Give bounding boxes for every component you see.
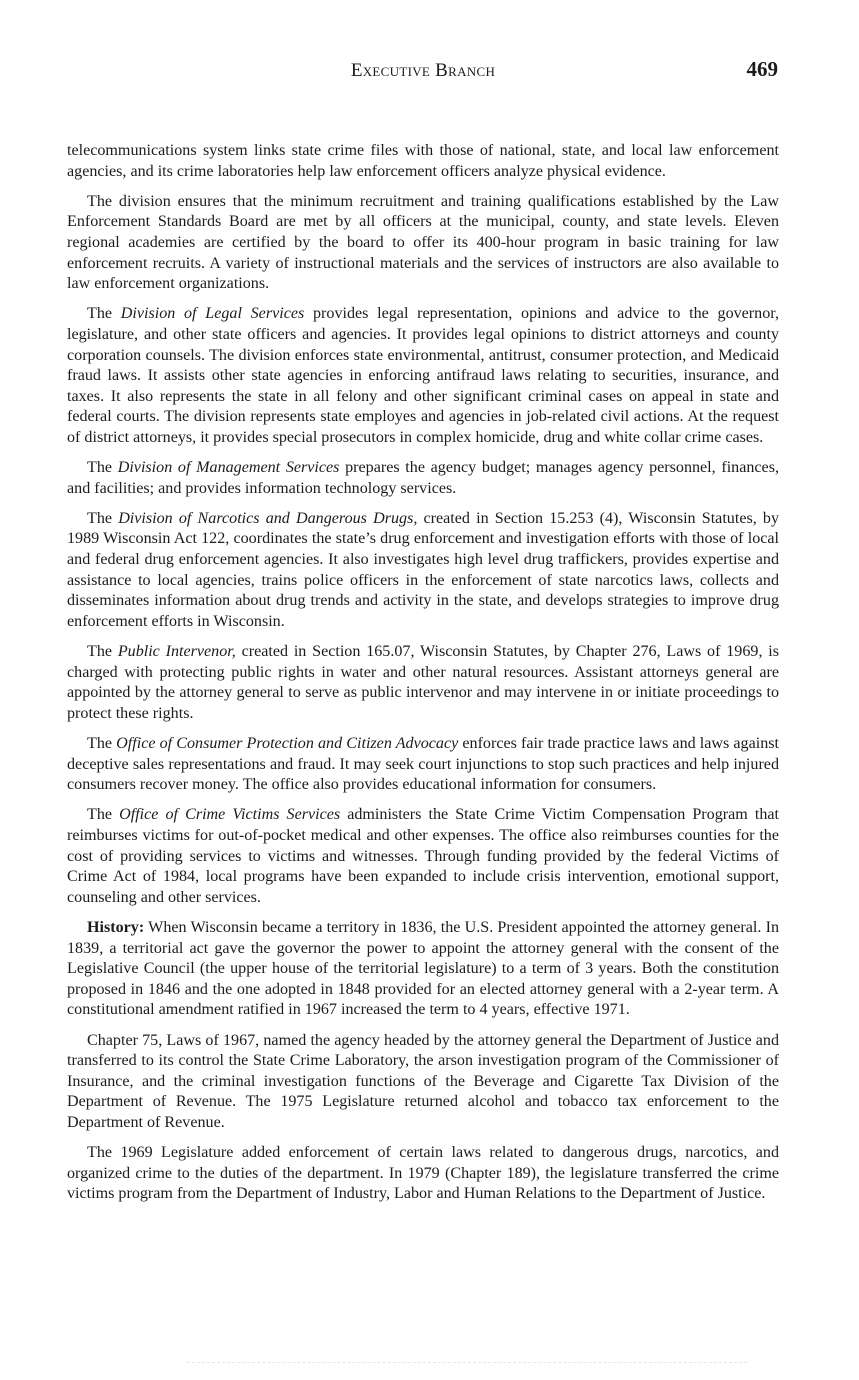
paragraph-lead: The	[87, 735, 117, 752]
paragraph-text: Chapter 75, Laws of 1967, named the agency headed by the attorney general the Department of Justice and transferred to its control the State Crime Laboratory, the arson investigation program of the Commissioner of Insurance, and the criminal investigation functions of the Beverage and Cigarette Tax Division of the Department of Revenue. The 1975 Legislature returned alcohol and tobacco tax enforcement to the Department of Revenue.	[67, 1031, 779, 1131]
office-name-public-intervenor: Public Intervenor,	[117, 643, 236, 661]
paragraph-narcotics-drugs	[67, 509, 779, 633]
paragraph-text: administers the State Crime Victim Compensation Program that reimburses victims for out-of-pocket medical and other expenses. The office also reimburses counties for the cost of providing services to victims and witnesses. Through funding provided by the federal Victims of Crime Act of 1984, local programs have been expanded to include crisis intervention, emotional support, counseling and other services.	[67, 806, 779, 906]
scan-artifact-line	[187, 1362, 747, 1365]
division-name-management-services: Division of Management Services	[117, 459, 340, 477]
office-name-crime-victims: Office of Crime Victims Services	[119, 806, 341, 824]
paragraph-crime-victims	[67, 805, 779, 908]
paragraph-lead: The	[87, 509, 119, 527]
book-page	[67, 0, 779, 1380]
paragraph-text: created in Section 165.07, Wisconsin Statutes, by Chapter 276, Laws of 1969, is charged with protecting public rights in water and other natural resources. Assistant attorneys general are appointed by the attorney general to serve as public intervenor and may intervene in or initiate proceedings to protect these rights.	[67, 643, 779, 722]
paragraph-text: created in Section 15.253 (4), Wisconsin Statutes, by 1989 Wisconsin Act 122, coordinates the state’s drug enforcement and investigation efforts with those of local and federal drug enforcement agencies. It also investigates high level drug traffickers, provides expertise and assistance to local agencies, trains police officers in the enforcement of state narcotics laws, collects and disseminates information about drug trends and activity in the state, and develops strategies to improve drug enforcement efforts in Wisconsin.	[67, 509, 780, 630]
division-name-narcotics: Division of Narcotics and Dangerous Drugs,	[118, 509, 418, 527]
running-title: Executive Branch	[350, 60, 496, 81]
paragraph-management-services	[67, 458, 779, 499]
paragraph-chapter-75	[67, 1031, 779, 1134]
paragraph-recruitment-training	[67, 192, 779, 295]
paragraph-text: The division ensures that the minimum recruitment and training qualifications established by the Law Enforcement Standards Board are met by all officers at the municipal, county, and state levels. Eleven regional academies are certified by the board to offer its 400-hour program in basic training for law enforcement recruits. A variety of instructional materials and the services of instructors are also available to law enforcement organizations.	[67, 192, 779, 293]
paragraph-lead: The	[87, 806, 120, 824]
running-header	[67, 58, 779, 84]
paragraph-text: provides legal representation, opinions and advice to the governor, legislature, and other state officers and agencies. It provides legal opinions to district attorneys and county corporation counsels. The division enforces state environmental, antitrust, consumer protection, and Medicaid fraud laws. It assists other state agencies in enforcing antifraud laws relating to securities, insurance, and taxes. It also represents the state in all felony and other significant criminal cases on appeal in state and federal courts. The division represents state employes and agencies in job-related civil actions. At the request of district attorneys, it provides special prosecutors in complex homicide, drug and white collar crime cases.	[67, 305, 780, 446]
paragraph-text: enforces fair trade practice laws and laws against deceptive sales representations and fraud. It may seek court injunctions to stop such practices and help injured consumers recover money. The office also provides educational information for consumers.	[67, 735, 780, 794]
paragraph-legal-services	[67, 304, 779, 448]
paragraph-lead: The	[87, 459, 118, 477]
page-number: 469	[746, 57, 778, 81]
paragraph-text: The 1969 Legislature added enforcement of certain laws related to dangerous drugs, narcotics, and organized crime to the duties of the department. In 1979 (Chapter 189), the legislature transferred the crime victims program from the Department of Industry, Labor and Human Relations to the Department of Justice.	[67, 1144, 779, 1203]
paragraph-text: prepares the agency budget; manages agency personnel, finances, and facilities; and provides information technology services.	[67, 459, 779, 497]
paragraph-1969-legislature	[67, 1143, 779, 1205]
paragraph-lead: The	[87, 305, 121, 323]
paragraph-text: telecommunications system links state crime files with those of national, state, and local law enforcement agencies, and its crime laboratories help law enforcement officers analyze physical evidence.	[67, 142, 779, 180]
office-name-consumer-protection: Office of Consumer Protection and Citizen Advocacy	[116, 735, 459, 752]
paragraph-history	[67, 918, 779, 1021]
paragraph-text: When Wisconsin became a territory in 1836, the U.S. President appointed the attorney general. In 1839, a territorial act gave the governor the power to appoint the attorney general with the consent of the Legislative Council (the upper house of the territorial legislature) to a term of 3 years. Both the constitution proposed in 1846 and the one adopted in 1848 provided for an elected attorney general with a 2-year term. A constitutional amendment ratified in 1967 increased the term to 4 years, effective 1971.	[67, 918, 779, 1019]
paragraph-consumer-protection	[67, 734, 779, 796]
paragraph-lead: The	[87, 643, 118, 661]
paragraph-public-intervenor	[67, 642, 779, 724]
history-label: History:	[87, 918, 145, 936]
paragraph-telecommunications	[67, 141, 779, 182]
division-name-legal-services: Division of Legal Services	[120, 305, 305, 323]
body-text	[67, 141, 779, 1214]
